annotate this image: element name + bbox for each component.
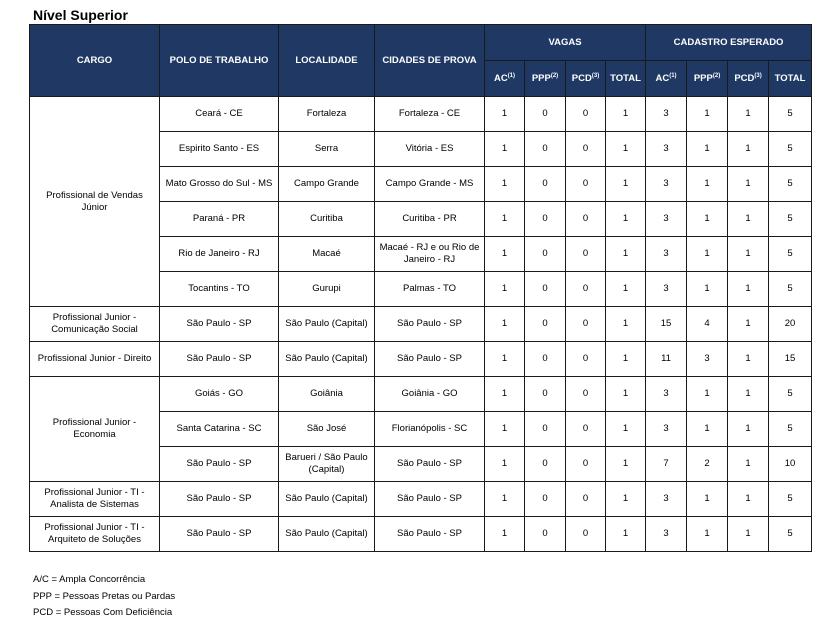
value-cell: 1	[728, 377, 769, 412]
cidades-cell: Goiânia - GO	[375, 377, 485, 412]
polo-cell: São Paulo - SP	[160, 482, 279, 517]
vacancy-table	[29, 24, 812, 552]
polo-cell: Rio de Janeiro - RJ	[160, 237, 279, 272]
value-cell: 1	[606, 272, 646, 307]
value-cell: 5	[769, 132, 812, 167]
value-cell: 3	[646, 412, 687, 447]
value-cell: 5	[769, 237, 812, 272]
value-cell: 0	[566, 517, 606, 552]
polo-cell: Ceará - CE	[160, 97, 279, 132]
value-cell: 1	[485, 272, 525, 307]
localidade-cell: Curitiba	[279, 202, 375, 237]
value-cell: 3	[646, 377, 687, 412]
legend-line: PCD = Pessoas Com Deficiência	[33, 607, 173, 618]
value-cell: 1	[485, 307, 525, 342]
value-cell: 0	[566, 272, 606, 307]
header-cidades: CIDADES DE PROVA	[375, 25, 485, 97]
value-cell: 1	[728, 202, 769, 237]
polo-cell: São Paulo - SP	[160, 307, 279, 342]
table-row	[30, 482, 812, 517]
value-cell: 1	[606, 307, 646, 342]
value-cell: 1	[728, 132, 769, 167]
subheader-footnote-mark: (2)	[550, 72, 559, 79]
value-cell: 1	[606, 447, 646, 482]
value-cell: 5	[769, 202, 812, 237]
value-cell: 0	[525, 307, 566, 342]
value-cell: 1	[485, 167, 525, 202]
localidade-cell: Goiânia	[279, 377, 375, 412]
cargo-cell: Profissional Junior - Comunicação Social	[30, 307, 160, 342]
subheader-vagas-ac	[485, 61, 525, 97]
value-cell: 1	[606, 377, 646, 412]
subheader-footnote-mark: (1)	[669, 72, 677, 79]
value-cell: 1	[485, 132, 525, 167]
value-cell: 1	[485, 482, 525, 517]
table-row	[30, 97, 812, 132]
value-cell: 0	[566, 447, 606, 482]
cargo-cell: Profissional de Vendas Júnior	[30, 97, 160, 307]
value-cell: 0	[525, 342, 566, 377]
value-cell: 1	[687, 412, 728, 447]
value-cell: 1	[728, 167, 769, 202]
localidade-cell: São Paulo (Capital)	[279, 517, 375, 552]
value-cell: 1	[687, 482, 728, 517]
value-cell: 0	[525, 132, 566, 167]
subheader-label: AC	[655, 72, 670, 84]
value-cell: 0	[566, 97, 606, 132]
value-cell: 5	[769, 97, 812, 132]
cidades-cell: São Paulo - SP	[375, 517, 485, 552]
table-body	[30, 97, 812, 552]
value-cell: 1	[606, 482, 646, 517]
table-row	[30, 377, 812, 412]
value-cell: 0	[566, 377, 606, 412]
cargo-cell: Profissional Junior - TI - Analista de Sistemas	[30, 482, 160, 517]
subheader-footnote-mark: (3)	[591, 72, 600, 79]
value-cell: 3	[646, 272, 687, 307]
value-cell: 1	[728, 412, 769, 447]
polo-cell: Santa Catarina - SC	[160, 412, 279, 447]
table-row	[30, 342, 812, 377]
polo-cell: Mato Grosso do Sul - MS	[160, 167, 279, 202]
header-localidade: LOCALIDADE	[279, 25, 375, 97]
polo-cell: Tocantins - TO	[160, 272, 279, 307]
cargo-cell: Profissional Junior - Direito	[30, 342, 160, 377]
polo-cell: Paraná - PR	[160, 202, 279, 237]
value-cell: 1	[485, 412, 525, 447]
value-cell: 7	[646, 447, 687, 482]
localidade-cell: Gurupi	[279, 272, 375, 307]
subheader-label: PPP	[693, 72, 713, 84]
value-cell: 1	[485, 202, 525, 237]
value-cell: 1	[606, 132, 646, 167]
subheader-cadastro-pcd	[728, 61, 769, 97]
value-cell: 0	[566, 167, 606, 202]
value-cell: 1	[606, 517, 646, 552]
cidades-cell: Macaé - RJ e ou Rio de Janeiro - RJ	[375, 237, 485, 272]
subheader-label: PCD	[571, 72, 592, 84]
cargo-cell: Profissional Junior - Economia	[30, 377, 160, 482]
value-cell: 1	[728, 237, 769, 272]
value-cell: 20	[769, 307, 812, 342]
value-cell: 1	[485, 237, 525, 272]
subheader-vagas-total	[606, 61, 646, 97]
value-cell: 1	[728, 447, 769, 482]
value-cell: 3	[646, 97, 687, 132]
value-cell: 11	[646, 342, 687, 377]
value-cell: 0	[566, 482, 606, 517]
value-cell: 4	[687, 307, 728, 342]
localidade-cell: São Paulo (Capital)	[279, 307, 375, 342]
value-cell: 1	[687, 377, 728, 412]
subheader-label: PPP	[531, 72, 551, 84]
subheader-footnote-mark: (3)	[754, 72, 762, 79]
localidade-cell: São José	[279, 412, 375, 447]
value-cell: 0	[525, 272, 566, 307]
value-cell: 0	[525, 412, 566, 447]
subheader-vagas-ppp	[525, 61, 566, 97]
subheader-cadastro-ppp	[687, 61, 728, 97]
value-cell: 3	[646, 237, 687, 272]
subheader-label: TOTAL	[774, 72, 806, 84]
header-cargo: CARGO	[30, 25, 160, 97]
localidade-cell: Campo Grande	[279, 167, 375, 202]
value-cell: 0	[566, 307, 606, 342]
subheader-label: PCD	[734, 72, 755, 84]
localidade-cell: Fortaleza	[279, 97, 375, 132]
table-row	[30, 517, 812, 552]
value-cell: 1	[687, 132, 728, 167]
value-cell: 3	[646, 482, 687, 517]
value-cell: 1	[606, 412, 646, 447]
cidades-cell: São Paulo - SP	[375, 342, 485, 377]
cidades-cell: São Paulo - SP	[375, 482, 485, 517]
value-cell: 10	[769, 447, 812, 482]
subheader-cadastro-total	[769, 61, 812, 97]
cidades-cell: Campo Grande - MS	[375, 167, 485, 202]
header-cadastro: CADASTRO ESPERADO	[646, 25, 812, 61]
value-cell: 0	[566, 202, 606, 237]
value-cell: 1	[606, 167, 646, 202]
value-cell: 1	[687, 202, 728, 237]
localidade-cell: Barueri / São Paulo (Capital)	[279, 447, 375, 482]
polo-cell: Espirito Santo - ES	[160, 132, 279, 167]
value-cell: 2	[687, 447, 728, 482]
localidade-cell: São Paulo (Capital)	[279, 482, 375, 517]
value-cell: 15	[769, 342, 812, 377]
value-cell: 1	[606, 237, 646, 272]
value-cell: 1	[485, 97, 525, 132]
value-cell: 5	[769, 412, 812, 447]
value-cell: 3	[646, 517, 687, 552]
value-cell: 0	[566, 237, 606, 272]
subheader-label: AC	[493, 72, 508, 84]
value-cell: 0	[525, 97, 566, 132]
localidade-cell: São Paulo (Capital)	[279, 342, 375, 377]
value-cell: 15	[646, 307, 687, 342]
value-cell: 0	[525, 377, 566, 412]
value-cell: 1	[687, 272, 728, 307]
value-cell: 5	[769, 377, 812, 412]
value-cell: 5	[769, 517, 812, 552]
cidades-cell: Curitiba - PR	[375, 202, 485, 237]
cidades-cell: Palmas - TO	[375, 272, 485, 307]
subheader-footnote-mark: (2)	[712, 72, 721, 79]
value-cell: 1	[687, 97, 728, 132]
subheader-label: TOTAL	[610, 72, 641, 84]
value-cell: 1	[606, 97, 646, 132]
value-cell: 1	[728, 342, 769, 377]
subheader-cadastro-ac	[646, 61, 687, 97]
value-cell: 0	[566, 412, 606, 447]
value-cell: 1	[485, 377, 525, 412]
value-cell: 0	[525, 202, 566, 237]
polo-cell: São Paulo - SP	[160, 342, 279, 377]
value-cell: 1	[728, 307, 769, 342]
value-cell: 1	[606, 342, 646, 377]
value-cell: 1	[728, 272, 769, 307]
page-title: Nível Superior	[33, 7, 128, 23]
value-cell: 3	[646, 167, 687, 202]
cidades-cell: São Paulo - SP	[375, 307, 485, 342]
localidade-cell: Serra	[279, 132, 375, 167]
polo-cell: São Paulo - SP	[160, 447, 279, 482]
localidade-cell: Macaé	[279, 237, 375, 272]
value-cell: 1	[606, 202, 646, 237]
value-cell: 3	[687, 342, 728, 377]
value-cell: 1	[687, 237, 728, 272]
polo-cell: Goiás - GO	[160, 377, 279, 412]
header-vagas: VAGAS	[485, 25, 646, 61]
subheader-footnote-mark: (1)	[507, 72, 516, 79]
cargo-cell: Profissional Junior - TI - Arquiteto de Soluções	[30, 517, 160, 552]
header-polo: POLO DE TRABALHO	[160, 25, 279, 97]
legend-line: PPP = Pessoas Pretas ou Pardas	[33, 590, 176, 602]
cidades-cell: Fortaleza - CE	[375, 97, 485, 132]
value-cell: 0	[525, 447, 566, 482]
value-cell: 1	[485, 342, 525, 377]
value-cell: 1	[687, 517, 728, 552]
value-cell: 5	[769, 272, 812, 307]
value-cell: 0	[525, 482, 566, 517]
value-cell: 5	[769, 482, 812, 517]
value-cell: 3	[646, 202, 687, 237]
value-cell: 0	[566, 132, 606, 167]
value-cell: 1	[687, 167, 728, 202]
cidades-cell: São Paulo - SP	[375, 447, 485, 482]
cidades-cell: Florianópolis - SC	[375, 412, 485, 447]
cidades-cell: Vitória - ES	[375, 132, 485, 167]
value-cell: 1	[728, 517, 769, 552]
value-cell: 1	[485, 447, 525, 482]
legend-line: A/C = Ampla Concorrência	[33, 574, 146, 585]
value-cell: 0	[525, 517, 566, 552]
value-cell: 3	[646, 132, 687, 167]
value-cell: 0	[525, 167, 566, 202]
subheader-vagas-pcd	[566, 61, 606, 97]
value-cell: 0	[525, 237, 566, 272]
value-cell: 1	[728, 482, 769, 517]
value-cell: 5	[769, 167, 812, 202]
table-row	[30, 307, 812, 342]
value-cell: 1	[485, 517, 525, 552]
value-cell: 0	[566, 342, 606, 377]
value-cell: 1	[728, 97, 769, 132]
polo-cell: São Paulo - SP	[160, 517, 279, 552]
